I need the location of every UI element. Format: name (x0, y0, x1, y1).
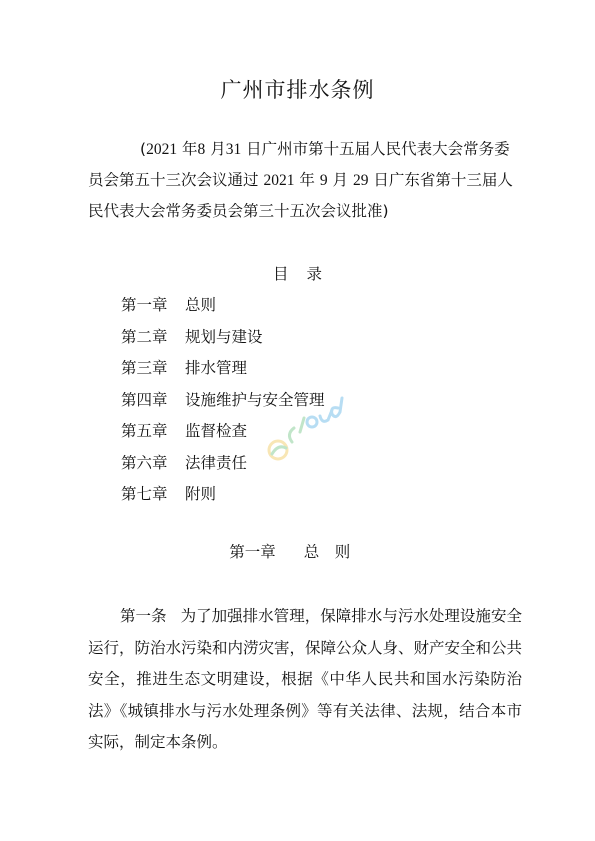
preamble-month-2: 9 (319, 172, 328, 189)
preamble-year-2: 2021 (263, 172, 295, 189)
preamble-text-2: 日广东省第十三届人民代表大会常务委员会第三十五次会议批准) (88, 171, 513, 220)
toc-chapter-number: 第四章 (121, 390, 168, 409)
toc-chapter-name: 规划与建设 (185, 327, 263, 346)
cloud-logo-watermark-icon (258, 380, 354, 476)
toc-chapter-number: 第七章 (121, 485, 168, 503)
preamble-month-suffix-1: 月 (210, 140, 226, 158)
preamble-day-2: 29 (352, 172, 369, 189)
toc-item (121, 479, 325, 511)
preamble-year-suffix-1: 年 (182, 140, 198, 158)
preamble-day-1: 31 (225, 141, 242, 158)
toc-chapter-name: 排水管理 (185, 359, 248, 377)
preamble-month-suffix-2: 月 (332, 171, 349, 189)
toc-item (121, 322, 325, 354)
preamble-month-1: 8 (197, 141, 206, 158)
chapter-number: 第一章 (229, 543, 276, 561)
preamble-text-1: 日广州市第十五届人民代表大会常务委员会第五十三次会议通过 (88, 140, 510, 189)
toc-chapter-number: 第六章 (121, 453, 168, 472)
toc-chapter-name: 法律责任 (185, 453, 248, 472)
preamble-year-1: 2021 (146, 141, 178, 158)
chapter-name-char-2: 则 (334, 543, 351, 561)
toc-chapter-name: 总则 (185, 296, 217, 314)
article-number: 第一条 (120, 607, 167, 625)
toc-chapter-name: 附则 (185, 485, 217, 503)
preamble-year-suffix-2: 年 (299, 171, 315, 189)
article-paragraph (88, 601, 522, 759)
toc-heading: 目录 (272, 265, 340, 283)
chapter-name-char-1: 总 (303, 543, 320, 561)
toc-item (121, 290, 325, 322)
toc-chapter-number: 第五章 (121, 422, 168, 440)
toc-chapter-number: 第一章 (121, 296, 168, 314)
preamble-open-paren: ( (140, 140, 147, 158)
document-preamble (88, 134, 518, 226)
chapter-heading (0, 540, 595, 562)
document-title: 广州市排水条例 (220, 78, 375, 102)
toc-chapter-name: 设施维护与安全管理 (185, 390, 325, 409)
toc-chapter-name: 监督检查 (185, 422, 248, 440)
toc-chapter-number: 第二章 (121, 327, 168, 346)
toc-chapter-number: 第三章 (121, 359, 168, 377)
article-text: 为了加强排水管理，保障排水与污水处理设施安全运行，防治水污染和内涝灾害，保障公众人身、财产安全和公共安全，推进生态文明建设，根据《中华人民共和国水污染防治法》《城镇排水与污水处理条例》等有关法律、法规，结合本市实际，制定本条例。 (88, 607, 523, 751)
